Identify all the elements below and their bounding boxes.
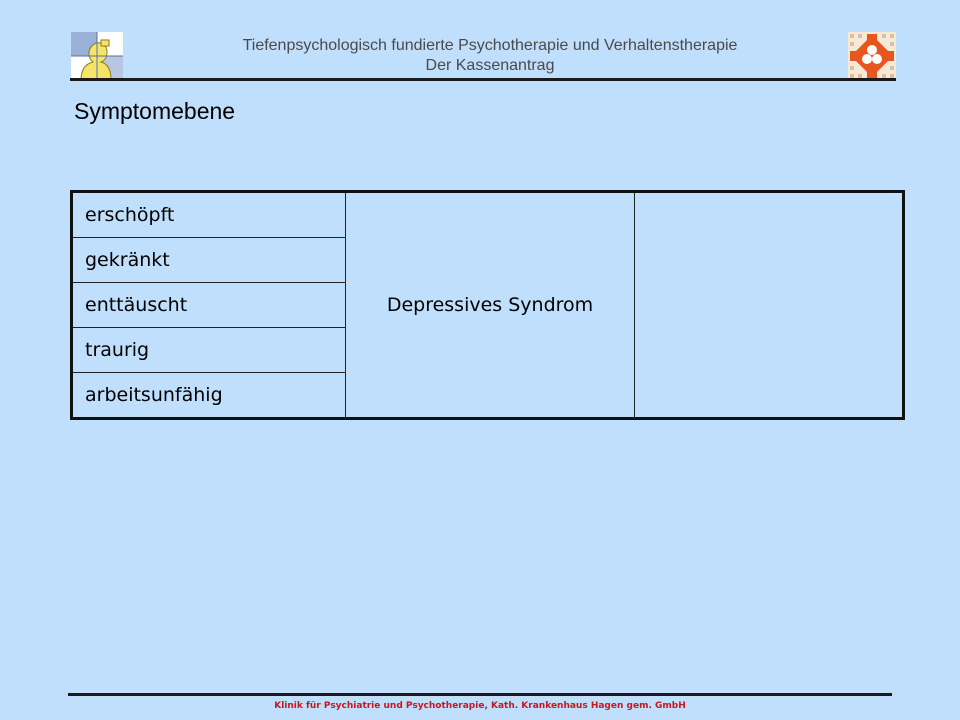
header-title xyxy=(130,36,850,76)
symptom-table xyxy=(70,190,905,420)
header-divider xyxy=(70,78,896,81)
symptom-cell: erschöpft xyxy=(72,192,346,238)
slide-title: Symptomebene xyxy=(74,98,236,124)
footer-text: Klinik für Psychiatrie und Psychotherapie, Kath. Krankenhaus Hagen gem. GmbH xyxy=(274,701,686,711)
empty-cell xyxy=(635,192,904,419)
header-line-2: Der Kassenantrag xyxy=(425,57,555,74)
table-row xyxy=(72,192,904,238)
clinic-cross-logo-icon xyxy=(848,32,896,80)
header-line-1: Tiefenpsychologisch fundierte Psychotherapie und Verhaltenstherapie xyxy=(242,37,738,54)
symptom-cell: gekränkt xyxy=(72,238,346,283)
syndrome-cell: Depressives Syndrom xyxy=(346,192,635,419)
footer-divider xyxy=(68,693,892,696)
symptom-cell: enttäuscht xyxy=(72,283,346,328)
puzzle-logo-icon xyxy=(71,32,123,80)
symptom-cell: arbeitsunfähig xyxy=(72,373,346,419)
symptom-cell: traurig xyxy=(72,328,346,373)
